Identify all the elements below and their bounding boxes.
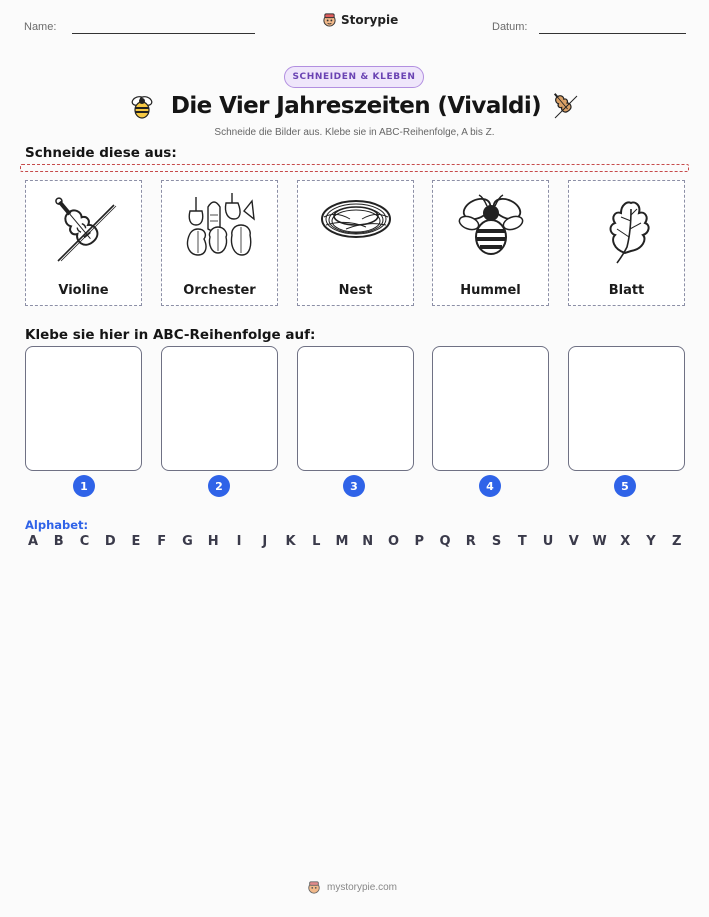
instructions: Schneide die Bilder aus. Klebe sie in ABC-Reihenfolge, A bis Z. <box>214 127 495 138</box>
leaf-icon <box>587 189 667 269</box>
card-label: Blatt <box>608 283 645 298</box>
alphabet-letter: W <box>592 534 607 549</box>
paste-slot-3[interactable] <box>297 346 414 471</box>
alphabet-letter: Y <box>646 534 656 549</box>
alphabet-letter: Q <box>439 534 451 549</box>
slot-number-badge: 4 <box>479 475 501 497</box>
orchestra-icon <box>180 189 260 269</box>
paste-slot-2[interactable] <box>161 346 278 471</box>
paste-slot-1[interactable] <box>25 346 142 471</box>
alphabet-letter: R <box>465 534 476 549</box>
alphabet-letter: H <box>207 534 219 549</box>
alphabet-letter: P <box>414 534 425 549</box>
name-label: Name: <box>24 21 57 33</box>
cutout-card-nest[interactable] <box>297 180 414 306</box>
cutout-card-blatt[interactable] <box>568 180 685 306</box>
alphabet-letter: I <box>236 534 242 549</box>
alphabet-letter: C <box>79 534 90 549</box>
alphabet-letter: V <box>568 534 579 549</box>
alphabet-letter: M <box>335 534 349 549</box>
card-label: Nest <box>338 283 373 298</box>
alphabet-letter: N <box>362 534 374 549</box>
alphabet-letter: A <box>27 534 39 549</box>
alphabet-letter: S <box>491 534 502 549</box>
alphabet-letter: F <box>157 534 167 549</box>
slot-number-badge: 2 <box>208 475 230 497</box>
alphabet-letter: Z <box>672 534 682 549</box>
alphabet-label: Alphabet: <box>25 518 89 532</box>
date-line[interactable] <box>539 33 686 34</box>
alphabet-letter: T <box>517 534 527 549</box>
cutout-card-orchester[interactable] <box>161 180 278 306</box>
card-label: Violine <box>58 283 109 298</box>
alphabet-letter: U <box>542 534 554 549</box>
slot-number-badge: 5 <box>614 475 636 497</box>
activity-badge: SCHNEIDEN & KLEBEN <box>284 66 424 88</box>
alphabet-letter: B <box>53 534 64 549</box>
cutout-card-hummel[interactable] <box>432 180 549 306</box>
bee-icon <box>127 92 157 122</box>
alphabet-letter: J <box>262 534 268 549</box>
name-line[interactable] <box>72 33 255 34</box>
cut-guide-line <box>20 164 689 172</box>
card-label: Orchester <box>183 283 256 298</box>
page-title: Die Vier Jahreszeiten (Vivaldi) <box>170 93 542 119</box>
date-label: Datum: <box>492 21 528 33</box>
alphabet-letter: D <box>104 534 116 549</box>
alphabet-letter: G <box>182 534 193 549</box>
alphabet-letter: O <box>387 534 400 549</box>
storypie-logo-icon <box>307 880 321 894</box>
alphabet-row <box>25 534 685 549</box>
violin-icon <box>44 189 124 269</box>
brand-name: Storypie <box>341 12 399 27</box>
alphabet-letter: K <box>285 534 296 549</box>
footer <box>307 880 397 894</box>
cutout-card-violine[interactable] <box>25 180 142 306</box>
slot-number-badge: 3 <box>343 475 365 497</box>
slot-number-badge: 1 <box>73 475 95 497</box>
alphabet-letter: L <box>312 534 321 549</box>
nest-icon <box>316 189 396 269</box>
alphabet-letter: E <box>131 534 141 549</box>
violin-title-icon <box>549 90 581 122</box>
cut-heading: Schneide diese aus: <box>25 145 177 161</box>
paste-heading: Klebe sie hier in ABC-Reihenfolge auf: <box>25 327 316 343</box>
card-label: Hummel <box>460 283 521 298</box>
brand-logo <box>322 12 398 27</box>
storypie-logo-icon <box>322 12 337 27</box>
footer-url[interactable]: mystorypie.com <box>327 881 398 893</box>
paste-slot-5[interactable] <box>568 346 685 471</box>
paste-slot-4[interactable] <box>432 346 549 471</box>
alphabet-letter: X <box>620 534 631 549</box>
bumblebee-icon <box>451 189 531 269</box>
